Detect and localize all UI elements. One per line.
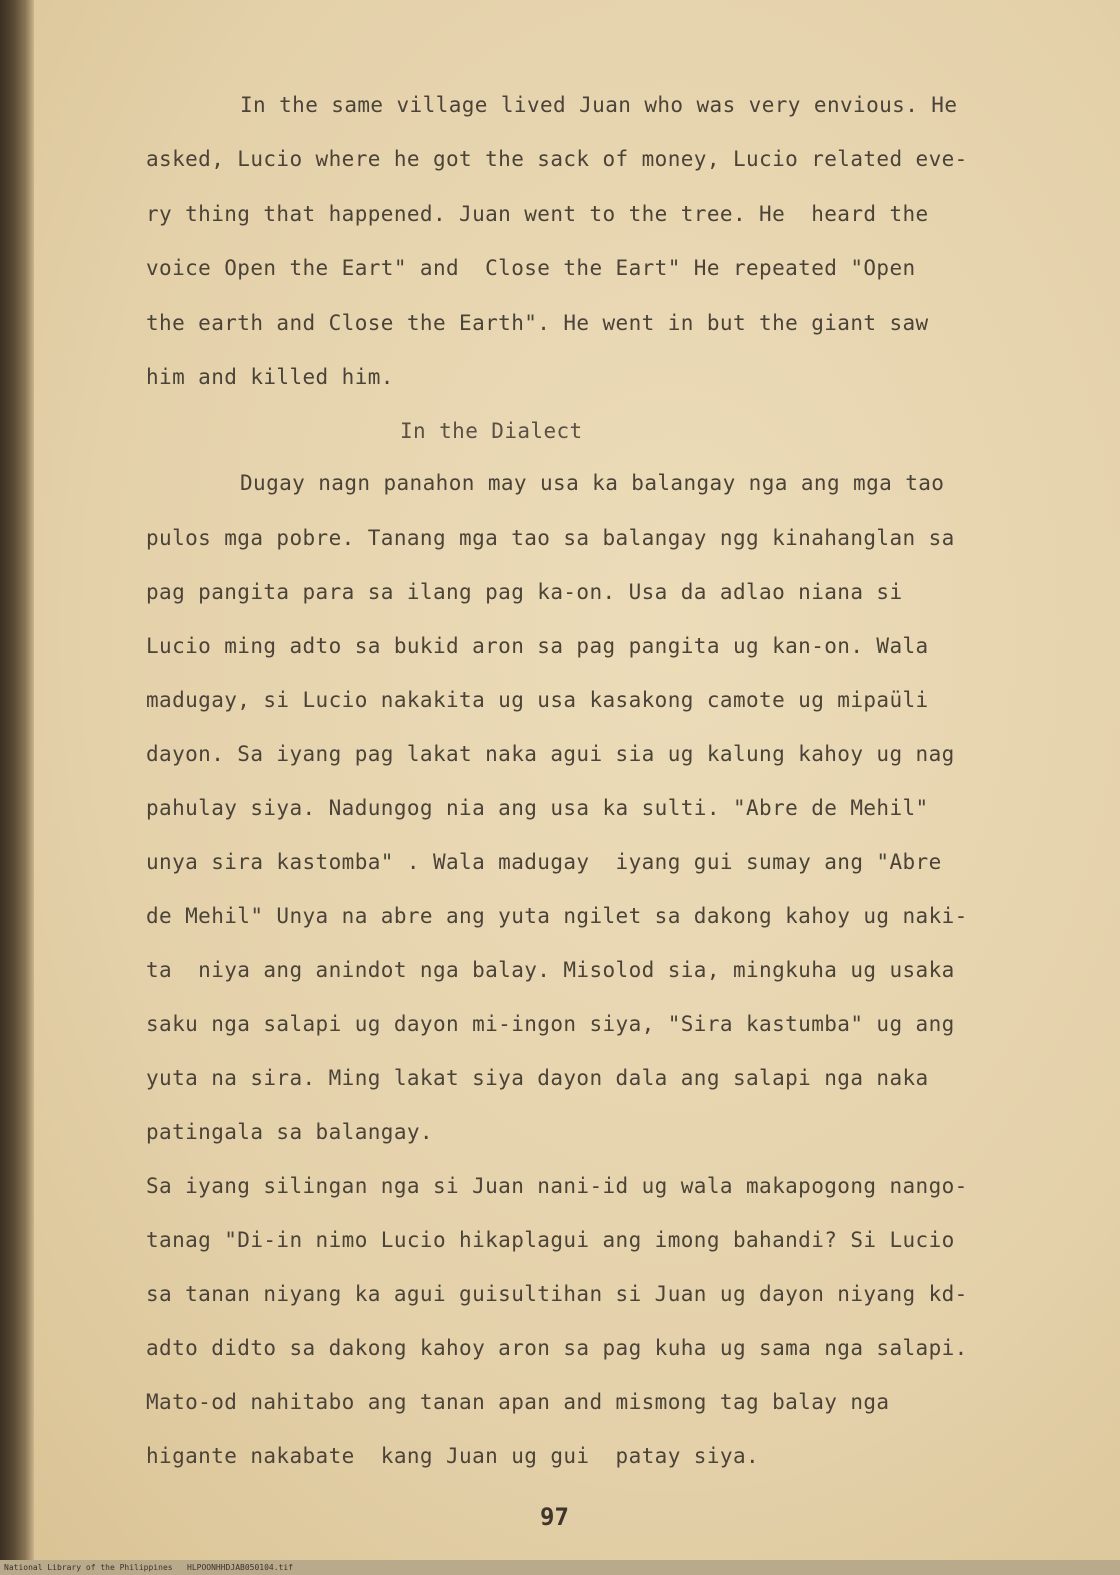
book-binding-edge <box>0 0 34 1575</box>
text-line: dayon. Sa iyang pag lakat naka agui sia ug kalung kahoy ug nag <box>146 742 955 766</box>
text-line: madugay, si Lucio nakakita ug usa kasakong camote ug mipaüli <box>146 688 929 712</box>
text-line: pulos mga pobre. Tanang mga tao sa balangay ngg kinahanglan sa <box>146 526 955 550</box>
text-line: asked, Lucio where he got the sack of money, Lucio related eve- <box>146 147 968 171</box>
text-line: yuta na sira. Ming lakat siya dayon dala ang salapi nga naka <box>146 1066 929 1090</box>
page-text <box>34 0 1120 1500</box>
text-line: In the same village lived Juan who was very envious. He <box>240 93 958 117</box>
text-line: adto didto sa dakong kahoy aron sa pag kuha ug sama nga salapi. <box>146 1336 968 1360</box>
text-line: Mato-od nahitabo ang tanan apan and mismong tag balay nga <box>146 1390 890 1414</box>
text-line: ta niya ang anindot nga balay. Misolod sia, mingkuha ug usaka <box>146 958 955 982</box>
text-line: saku nga salapi ug dayon mi-ingon siya, "Sira kastumba" ug ang <box>146 1012 955 1036</box>
text-line: patingala sa balangay. <box>146 1120 433 1144</box>
archive-footer <box>0 1560 1120 1575</box>
text-line: Sa iyang silingan nga si Juan nani-id ug wala makapogong nango- <box>146 1174 968 1198</box>
text-line: the earth and Close the Earth". He went in but the giant saw <box>146 311 929 335</box>
text-line: unya sira kastomba" . Wala madugay iyang gui sumay ang "Abre <box>146 850 942 874</box>
text-line: higante nakabate kang Juan ug gui patay siya. <box>146 1444 760 1468</box>
text-line: Lucio ming adto sa bukid aron sa pag pangita ug kan-on. Wala <box>146 634 929 658</box>
text-line: tanag "Di-in nimo Lucio hikaplagui ang imong bahandi? Si Lucio <box>146 1228 955 1252</box>
typewritten-page <box>34 0 1120 1560</box>
text-line: pag pangita para sa ilang pag ka-on. Usa da adlao niana si <box>146 580 903 604</box>
text-line: sa tanan niyang ka agui guisultihan si Juan ug dayon niyang kd- <box>146 1282 968 1306</box>
text-line: Dugay nagn panahon may usa ka balangay nga ang mga tao <box>240 471 945 495</box>
text-line: ry thing that happened. Juan went to the tree. He heard the <box>146 202 929 226</box>
text-line: him and killed him. <box>146 365 394 389</box>
text-line: pahulay siya. Nadungog nia ang usa ka sulti. "Abre de Mehil" <box>146 796 929 820</box>
footer-text: National Library of the Philippines HLPOONHHDJAB050104.tif <box>4 1563 293 1572</box>
text-line: de Mehil" Unya na abre ang yuta ngilet sa dakong kahoy ug naki- <box>146 904 968 928</box>
text-line: voice Open the Eart" and Close the Eart" He repeated "Open <box>146 256 916 280</box>
page-number: 97 <box>540 1503 569 1531</box>
section-heading: In the Dialect <box>400 419 583 443</box>
